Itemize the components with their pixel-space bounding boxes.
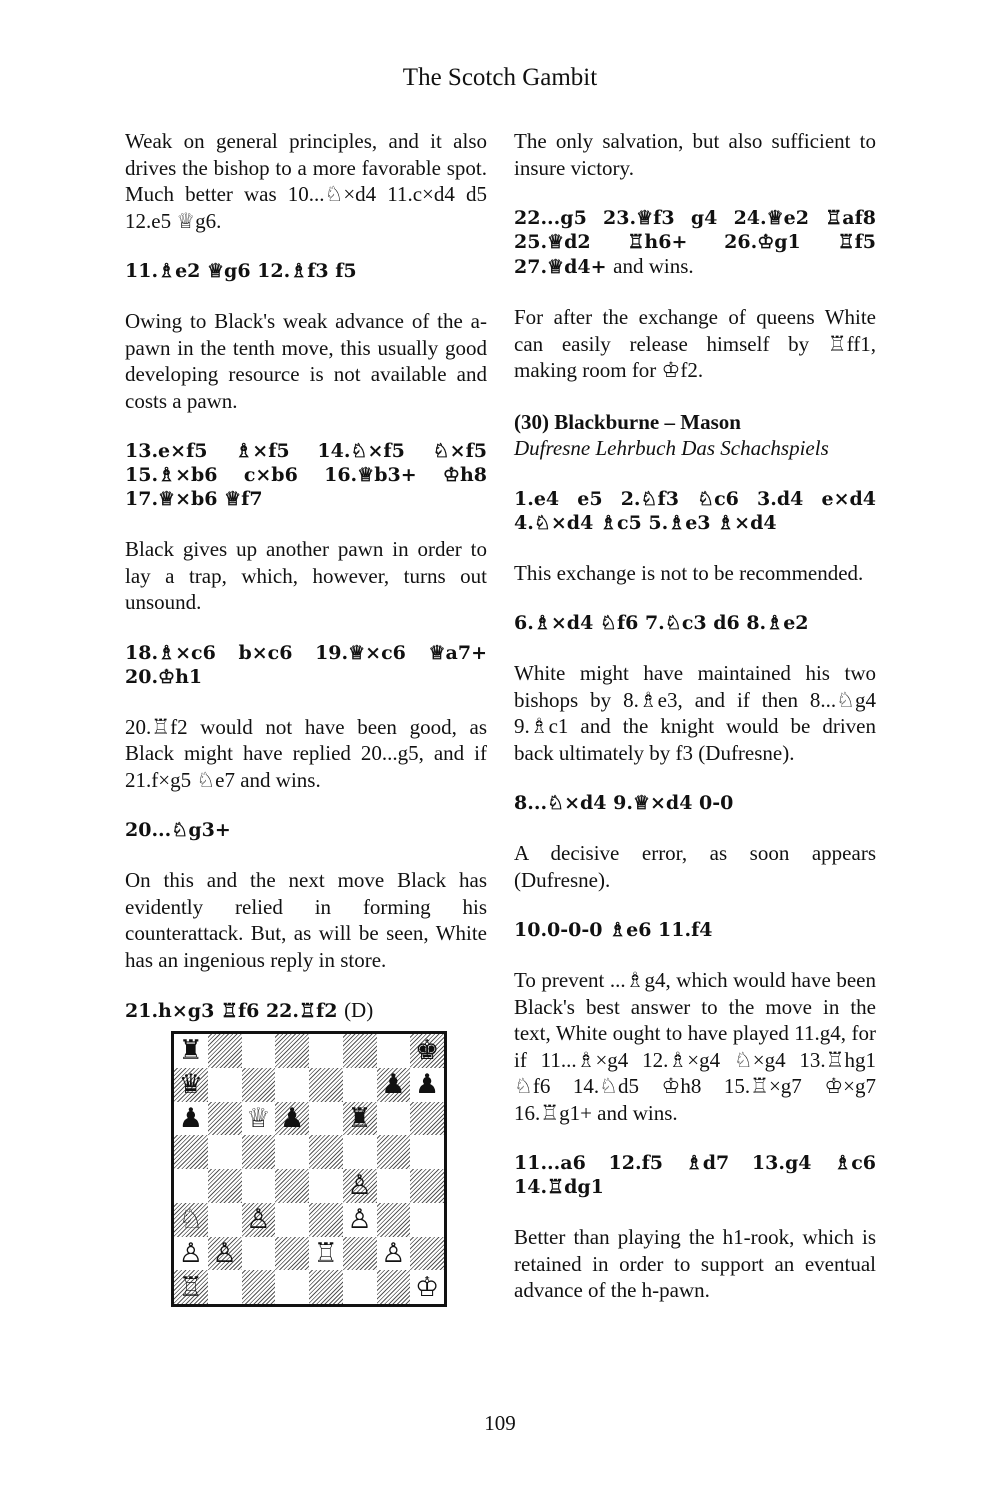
square-a2 (174, 1237, 208, 1271)
chess-piece: ♚ (415, 1035, 440, 1067)
move-line (125, 998, 487, 1023)
chess-piece: ♙ (178, 1237, 203, 1269)
square-c6 (242, 1102, 276, 1136)
square-f3 (343, 1203, 377, 1237)
chess-piece: ♖ (313, 1237, 338, 1269)
square-g6 (377, 1102, 411, 1136)
chess-piece: ♟ (381, 1069, 406, 1101)
chess-piece: ♟ (415, 1069, 440, 1101)
move-line: 10.0-0-0 ♗e6 11.f4 (514, 919, 713, 941)
chess-piece: ♛ (178, 1069, 203, 1101)
square-g2 (377, 1237, 411, 1271)
move-text: 22...g5 23.♕f3 g4 24.♕e2 ♖af8 25.♕d2 ♖h6+ 26.♔g1 ♖f5 27.♕d4+ (514, 207, 876, 278)
square-e2 (309, 1237, 343, 1271)
square-g7 (377, 1068, 411, 1102)
chess-board (174, 1034, 444, 1304)
commentary-paragraph: To prevent ...♗g4, which would have been Black's best answer to the move in the text, White ought to have played 11.g4, for if 11...♗×g4 12.♗×g4 ♘×g4 13.♖hg1 ♘f6 14.♘d5 ♔h8 15.♖×g7 ♔×g7 16.♖g1+ and wins. (514, 968, 876, 1125)
square-f4 (343, 1169, 377, 1203)
move-line: 20...♘g3+ (125, 819, 231, 841)
chess-piece: ♖ (178, 1271, 203, 1303)
commentary-paragraph: Owing to Black's weak advance of the a-pawn in the tenth move, this usually good developing resource is not available and costs a pawn. (125, 309, 487, 413)
commentary-paragraph: White might have maintained his two bishops by 8.♗e3, and if then 8...♘g4 9.♗c1 and the knight would be driven back ultimately by f3 (Dufresne). (514, 661, 876, 765)
chess-piece: ♟ (280, 1102, 305, 1134)
square-a1 (174, 1270, 208, 1304)
square-h6 (410, 1102, 444, 1136)
square-a6 (174, 1102, 208, 1136)
left-column (125, 128, 487, 1307)
move-line: 11...a6 12.f5 ♗d7 13.g4 ♗c6 14.♖dg1 (514, 1152, 876, 1198)
square-h8 (410, 1034, 444, 1068)
square-e1 (309, 1270, 343, 1304)
chess-piece: ♜ (178, 1035, 203, 1067)
square-e3 (309, 1203, 343, 1237)
commentary-paragraph: A decisive error, as soon appears (Dufresne). (514, 841, 876, 892)
square-c7 (242, 1068, 276, 1102)
square-b6 (208, 1102, 242, 1136)
square-e6 (309, 1102, 343, 1136)
square-c1 (242, 1270, 276, 1304)
chess-piece: ♔ (415, 1271, 440, 1303)
square-d8 (275, 1034, 309, 1068)
chess-piece: ♘ (178, 1204, 203, 1236)
square-d5 (275, 1135, 309, 1169)
square-h3 (410, 1203, 444, 1237)
chess-piece: ♙ (381, 1237, 406, 1269)
chess-piece: ♟ (178, 1102, 203, 1134)
game-heading (514, 409, 876, 462)
move-line (514, 206, 876, 279)
square-a8 (174, 1034, 208, 1068)
chess-piece: ♕ (246, 1102, 271, 1134)
square-h7 (410, 1068, 444, 1102)
game-title: (30) Blackburne – Mason (514, 409, 741, 434)
square-b7 (208, 1068, 242, 1102)
square-e5 (309, 1135, 343, 1169)
move-line: 1.e4 e5 2.♘f3 ♘c6 3.d4 e×d4 4.♘×d4 ♗c5 5.♗e3 ♗×d4 (514, 487, 876, 534)
chess-piece: ♜ (347, 1102, 372, 1134)
square-a7 (174, 1068, 208, 1102)
square-c5 (242, 1135, 276, 1169)
square-f2 (343, 1237, 377, 1271)
commentary-paragraph: The only salvation, but also sufficient to insure victory. (514, 129, 876, 180)
square-d6 (275, 1102, 309, 1136)
square-g8 (377, 1034, 411, 1068)
chess-diagram (171, 1031, 447, 1307)
square-a5 (174, 1135, 208, 1169)
chess-piece: ♙ (212, 1237, 237, 1269)
running-header: The Scotch Gambit (402, 64, 598, 91)
square-b2 (208, 1237, 242, 1271)
square-e7 (309, 1068, 343, 1102)
move-tail: and wins. (613, 254, 694, 278)
square-f8 (343, 1034, 377, 1068)
square-b3 (208, 1203, 242, 1237)
right-column (514, 128, 876, 1329)
square-h2 (410, 1237, 444, 1271)
chess-piece: ♙ (347, 1204, 372, 1236)
commentary-paragraph: For after the exchange of queens White can easily release himself by ♖ff1, making room for ♔f2. (514, 305, 876, 382)
square-e4 (309, 1169, 343, 1203)
chess-piece: ♙ (347, 1170, 372, 1202)
square-d7 (275, 1068, 309, 1102)
move-line: 8...♘×d4 9.♕×d4 0-0 (514, 792, 734, 814)
square-c8 (242, 1034, 276, 1068)
square-g4 (377, 1169, 411, 1203)
square-f6 (343, 1102, 377, 1136)
square-h5 (410, 1135, 444, 1169)
square-b5 (208, 1135, 242, 1169)
commentary-paragraph: This exchange is not to be recommended. (514, 560, 864, 585)
square-a4 (174, 1169, 208, 1203)
move-line: 11.♗e2 ♕g6 12.♗f3 f5 (125, 260, 357, 282)
square-g5 (377, 1135, 411, 1169)
square-g1 (377, 1270, 411, 1304)
square-b4 (208, 1169, 242, 1203)
square-f7 (343, 1068, 377, 1102)
square-g3 (377, 1203, 411, 1237)
square-d2 (275, 1237, 309, 1271)
square-f5 (343, 1135, 377, 1169)
move-line: 13.e×f5 ♗×f5 14.♘×f5 ♘×f5 15.♗×b6 c×b6 16.♕b3+ ♔h8 17.♕×b6 ♕f7 (125, 440, 487, 510)
move-text: 21.h×g3 ♖f6 22.♖f2 (125, 1000, 338, 1022)
square-h1 (410, 1270, 444, 1304)
square-b1 (208, 1270, 242, 1304)
move-line: 6.♗×d4 ♘f6 7.♘c3 d6 8.♗e2 (514, 612, 809, 634)
diagram-marker: (D) (344, 998, 374, 1022)
move-line: 18.♗×c6 b×c6 19.♕×c6 ♕a7+ 20.♔h1 (125, 641, 487, 688)
square-h4 (410, 1169, 444, 1203)
commentary-paragraph: 20.♖f2 would not have been good, as Black might have replied 20...g5, and if 21.f×g5 ♘e7 and wins. (125, 714, 487, 792)
square-d3 (275, 1203, 309, 1237)
square-c3 (242, 1203, 276, 1237)
square-d4 (275, 1169, 309, 1203)
square-b8 (208, 1034, 242, 1068)
commentary-paragraph: On this and the next move Black has evidently relied in forming his counterattack. But, as will be seen, White has an ingenious reply in store. (125, 868, 487, 972)
chess-piece: ♙ (246, 1204, 271, 1236)
commentary-paragraph: Better than playing the h1-rook, which is retained in order to support an eventual advance of the h-pawn. (514, 1225, 876, 1302)
commentary-paragraph: Weak on general principles, and it also drives the bishop to a more favorable spot. Much better was 10...♘×d4 11.c×d4 d5 12.e5 ♕g6. (125, 129, 487, 233)
commentary-paragraph: Black gives up another pawn in order to lay a trap, which, however, turns out unsound. (125, 537, 487, 614)
square-a3 (174, 1203, 208, 1237)
square-f1 (343, 1270, 377, 1304)
square-c4 (242, 1169, 276, 1203)
square-c2 (242, 1237, 276, 1271)
game-source: Dufresne Lehrbuch Das Schachspiels (514, 436, 829, 460)
page-number: 109 (484, 1411, 516, 1435)
square-e8 (309, 1034, 343, 1068)
square-d1 (275, 1270, 309, 1304)
